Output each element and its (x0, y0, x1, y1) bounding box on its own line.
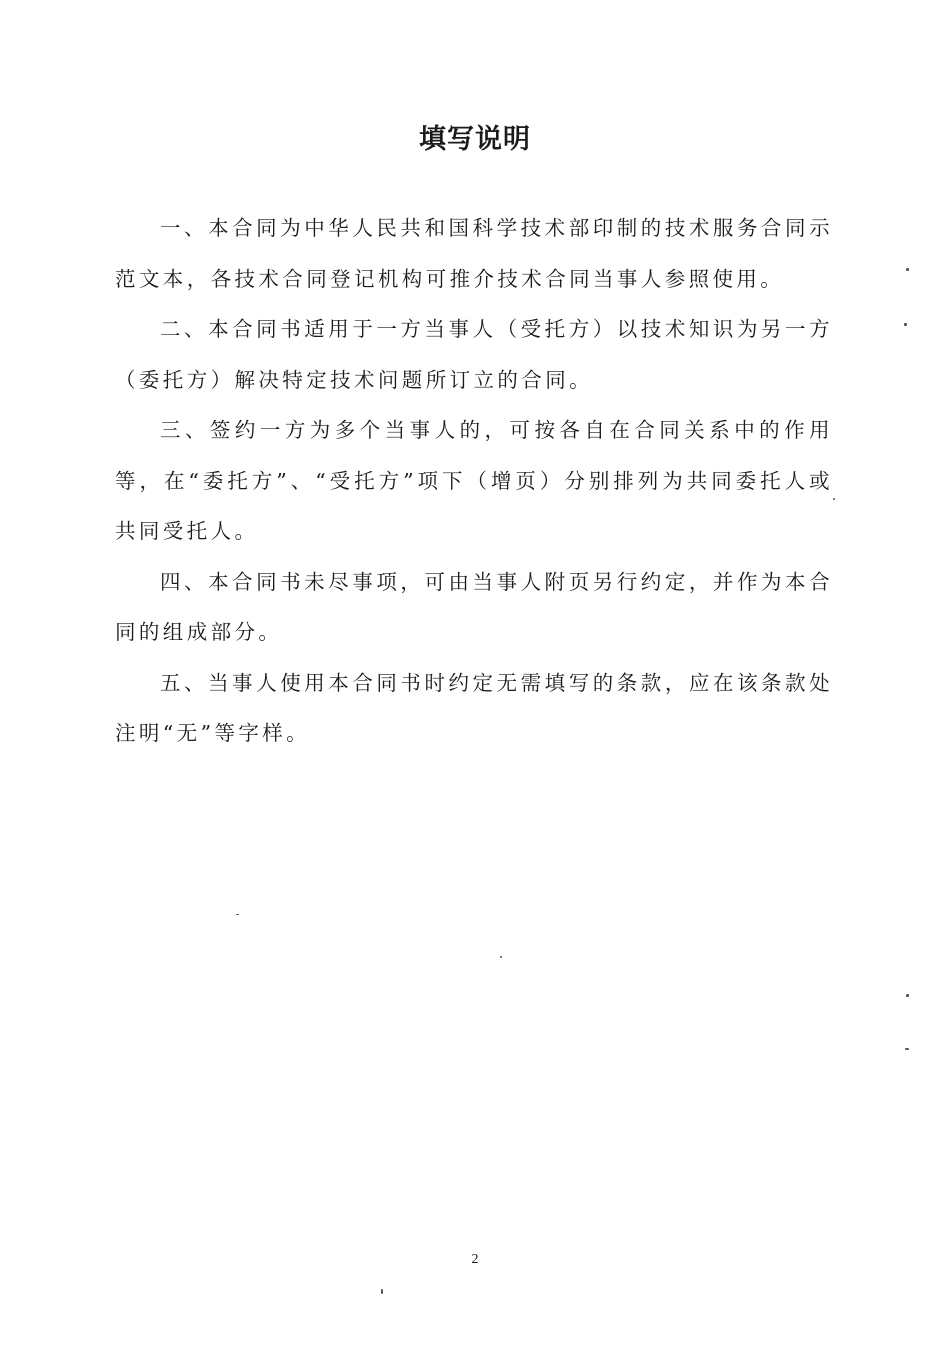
page-number: 2 (471, 1252, 479, 1267)
scan-speck (236, 914, 239, 915)
instruction-paragraph-4: 四、本合同书未尽事项，可由当事人附页另行约定，并作为本合同的组成部分。 (115, 569, 833, 644)
scan-speck (906, 268, 909, 271)
scan-speck (905, 1048, 909, 1050)
scan-speck (906, 994, 909, 997)
instruction-paragraph-3: 三、签约一方为多个当事人的，可按各自在合同关系中的作用等，在“委托方”、“受托方”项下（增页）分别排列为共同委托人或共同受托人。 (115, 418, 833, 543)
instructions-body (115, 203, 833, 759)
instruction-paragraph-1: 一、本合同为中华人民共和国科学技术部印制的技术服务合同示范文本，各技术合同登记机构可推介技术合同当事人参照使用。 (115, 216, 833, 291)
scan-speck (904, 323, 907, 326)
instruction-paragraph-5: 五、当事人使用本合同书时约定无需填写的条款，应在该条款处注明“无”等字样。 (115, 670, 833, 745)
scan-speck (500, 956, 502, 958)
scan-speck (833, 498, 835, 500)
instruction-paragraph-2: 二、本合同书适用于一方当事人（受托方）以技术知识为另一方（委托方）解决特定技术问题所订立的合同。 (115, 317, 833, 392)
scan-speck (381, 1289, 383, 1294)
page-title: 填写说明 (419, 124, 531, 155)
